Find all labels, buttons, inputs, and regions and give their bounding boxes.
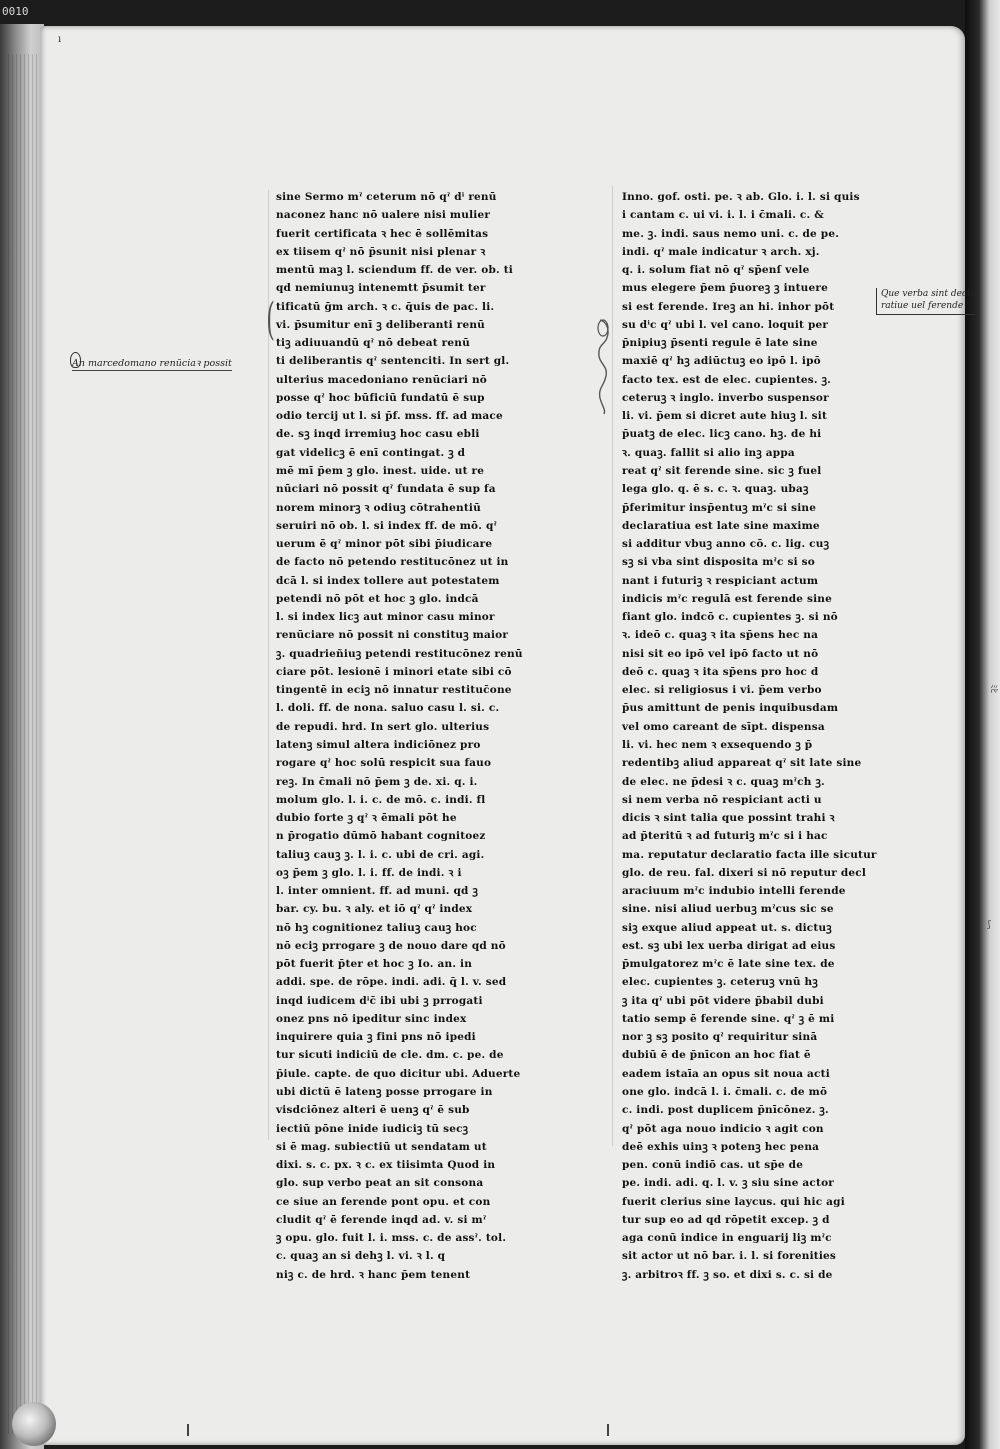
text-line: maxiē qˀ hꝫ adiūctuꝫ eo ipō l. ipō	[622, 355, 821, 368]
text-line: tur sup eo ad qd rōpetit excep. ꝫ d	[622, 1213, 830, 1226]
text-line: sꝫ si vba sint disposita mˀc si so	[622, 556, 815, 569]
text-line: mentū maꝫ l. sciendum ff. de ver. ob. ti	[276, 264, 513, 277]
text-line: p̄us amittunt de penis inquibusdam	[622, 702, 839, 715]
text-line: l. si index licꝫ aut minor casu minor	[276, 611, 495, 624]
text-line: ꝫ. arbitroꝛ ff. ꝫ so. et dixi s. c. si de	[622, 1268, 833, 1281]
text-line: si nem verba nō respiciant acti u	[622, 793, 822, 806]
text-line: ꝫ opu. glo. fuit l. i. mss. c. de assˀ. tol.	[276, 1232, 507, 1245]
manicule-icon	[594, 316, 614, 416]
text-line: nūciari nō possit qˀ fundata ē sup fa	[276, 483, 496, 496]
text-line: i cantam c. ui vi. i. l. i c̄mali. c. &	[622, 209, 824, 222]
text-line: mus elegere p̄em p̄uoreꝫ ꝫ intuere	[622, 282, 828, 295]
text-line: fiant glo. indcō c. cupientes ꝫ. si nō	[622, 611, 838, 624]
text-line: ulterius macedoniano renūciari nō	[276, 373, 488, 386]
text-line: p̄uatꝫ de elec. licꝫ cano. hꝫ. de hi	[622, 428, 822, 441]
text-line: lega glo. q. ē s. c. ꝛ. quaꝫ. ubaꝫ	[622, 483, 809, 496]
text-line: inqd iudicem dⁱc̄ ibi ubi ꝫ prrogati	[276, 994, 483, 1007]
text-line: vel omo careant de sīpt. dispensa	[622, 720, 825, 733]
text-line: si additur vbuꝫ anno cō. c. lig. cuꝫ	[622, 538, 830, 551]
text-line: eadem istaīa an opus sit noua acti	[622, 1067, 830, 1080]
text-line: petendi nō pōt et hoc ꝫ glo. indcā	[276, 592, 479, 605]
text-line: nō hꝫ cognitionez taliuꝫ cauꝫ hoc	[276, 921, 477, 934]
text-line: ciare pōt. lesionē i minori etate sibi cō	[276, 665, 512, 678]
text-line: tificatū ḡm arch. ꝛ c. q̄uis de pac. li.	[276, 300, 495, 313]
text-line: pen. conū indiō cas. ut sp̄e de	[622, 1159, 804, 1172]
text-line: mē mī p̄em ꝫ glo. inest. uide. ut re	[276, 464, 485, 477]
text-line: elec. cupientes ꝫ. ceteruꝫ vnū hꝫ	[622, 976, 818, 989]
text-line: sine Sermo mˀ ceterum nō qˀ dⁱ renū	[276, 191, 497, 203]
text-line: niꝫ c. de hrd. ꝛ hanc p̄em tenent	[276, 1268, 471, 1281]
text-line: qˀ pōt aga nouo indicio ꝛ agit con	[622, 1122, 824, 1135]
text-line: dubiū ē de p̄nīcon an hoc fiat ē	[622, 1049, 811, 1062]
text-line: Inno. gof. osti. pe. ꝛ ab. Glo. i. l. si quis	[622, 191, 860, 203]
text-line: ꝫ ita qˀ ubi pōt videre p̄babil dubi	[622, 994, 824, 1007]
text-line: oꝫ p̄em ꝫ glo. l. i. ff. de indi. ꝛ i	[276, 866, 462, 879]
text-line: me. ꝫ. indi. saus nemo uni. c. de pe.	[622, 227, 840, 240]
text-line: nor ꝫ sꝫ posito qˀ requiritur sinā	[622, 1031, 818, 1044]
text-line: li. vi. p̄em si dicret aute hiuꝫ l. sit	[622, 410, 828, 423]
book-gutter	[0, 24, 44, 1449]
text-line: one glo. indcā l. i. c̄mali. c. de mō	[622, 1086, 828, 1099]
text-line: c. quaꝫ an si dehꝫ l. vi. ꝛ l. q	[276, 1250, 446, 1263]
text-line: onez pns nō ipeditur sinc index	[276, 1012, 467, 1025]
text-line: seruiri nō ob. l. si index ff. de mō. qˀ	[276, 519, 497, 532]
text-line: n p̄rogatio dūmō habant cognitoez	[276, 830, 486, 843]
text-line: inquirere quia ꝫ fini pns nō ipedi	[276, 1031, 476, 1044]
text-line: ꝫ. quadrieñiuꝫ petendi restitucōnez renū	[276, 647, 523, 660]
right-marginal-line-1: Que verba sint decla	[881, 289, 976, 299]
text-line: ubi dictū ē latenꝫ posse prrogare in	[276, 1086, 493, 1099]
text-line: su dⁱc qˀ ubi l. vel cano. loquit per	[622, 318, 829, 331]
text-line: fuerit certificata ꝛ hec ē sollēmitas	[276, 227, 489, 240]
text-line: cludit qˀ ē ferende inqd ad. v. si mˀ	[276, 1213, 487, 1226]
right-marginal-note	[876, 288, 975, 315]
text-line: deē exhis uinꝫ ꝛ potenꝫ hec pena	[622, 1140, 820, 1153]
text-line: renūciare nō possit ni constituꝫ maior	[276, 629, 509, 642]
text-line: dubio forte ꝫ qˀ ꝛ ēmali pōt he	[276, 812, 457, 825]
text-line: indicis mˀc regulā est ferende sine	[622, 592, 833, 605]
scan-reference-code: 0010	[2, 5, 29, 18]
text-line: p̄ferimitur insp̄entuꝫ mˀc si sine	[622, 501, 817, 514]
text-line: declaratiua est late sine maxime	[622, 519, 820, 532]
text-line: de repudi. hrd. In sert glo. ulterius	[276, 720, 490, 733]
text-line: norem minorꝫ ꝛ odiuꝫ cōtrahentiū	[276, 501, 481, 514]
facing-page-scrawl-2: ʃ	[988, 920, 991, 930]
text-line: addi. spe. de rōpe. indi. adi. q̄ l. v. sed	[276, 976, 507, 989]
text-line: l. doli. ff. de nona. saluo casu l. si. c.	[276, 702, 500, 715]
page-edges	[8, 54, 38, 1434]
text-line: tiꝫ adiuuandū qˀ nō debeat renū	[276, 337, 470, 350]
text-line: indi. qˀ male indicatur ꝛ arch. xj.	[622, 245, 820, 258]
text-line: ceteruꝫ ꝛ inglo. inverbo suspensor	[622, 391, 829, 404]
text-line: odio tercij ut l. si p̄f. mss. ff. ad mace	[276, 410, 503, 423]
text-line: ad p̄teritū ꝛ ad futuriꝫ mˀc si i hac	[622, 830, 828, 843]
text-line: taliuꝫ cauꝫ ꝫ. l. i. c. ubi de cri. agi.	[276, 848, 485, 861]
text-line: nant i futuriꝫ ꝛ respiciant actum	[622, 574, 819, 587]
text-line: ma. reputatur declaratio facta ille sicutur	[622, 848, 877, 861]
bottom-tick-right	[607, 1424, 609, 1436]
bottom-tick-left	[187, 1424, 189, 1436]
text-line: reat qˀ sit ferende sine. sic ꝫ fuel	[622, 464, 822, 477]
text-line: pōt fuerit p̄ter et hoc ꝫ Io. an. in	[276, 958, 473, 971]
facing-page-scrawl: ﾐﾋ	[988, 684, 998, 694]
text-line: uerum ē qˀ minor pōt sibi p̄iudicare	[276, 538, 493, 551]
right-marginal-line-2: ratiue uel ferende	[881, 301, 964, 311]
text-line: elec. si religiosus i vi. p̄em verbo	[622, 684, 822, 697]
text-line: dcā l. si index tollere aut potestatem	[276, 574, 500, 587]
text-line: deō c. quaꝫ ꝛ ita sp̄ens pro hoc d	[622, 665, 819, 678]
text-line: glo. sup verbo peat an sit consona	[276, 1177, 484, 1190]
text-line: aga conū indice in enguarij liꝫ mˀc	[622, 1232, 832, 1245]
text-line: nō eciꝫ prrogare ꝫ de nouo dare qd nō	[276, 939, 506, 952]
text-line: tatio semp ē ferende sine. qˀ ꝫ ē mi	[622, 1012, 835, 1025]
text-line: p̄mulgatorez mˀc ē late sine tex. de	[622, 958, 835, 971]
text-line: l. inter omnient. ff. ad muni. qd ꝫ	[276, 885, 479, 898]
left-marginal-note: An marcedomano renūciaꝛ possit	[72, 358, 232, 369]
text-line: p̄iule. capte. de quo dicitur ubi. Aduerte	[276, 1067, 521, 1080]
page-clip-weight	[12, 1402, 56, 1446]
text-line: sit actor ut nō bar. i. l. si forenities	[622, 1250, 837, 1263]
text-line: de elec. ne p̄desi ꝛ c. quaꝫ mˀch ꝫ.	[622, 775, 825, 788]
text-line: est. sꝫ ubi lex uerba dirigat ad eius	[622, 939, 836, 952]
text-line: glo. de reu. fal. dixeri si nō reputur decl	[622, 866, 867, 879]
text-line: redentibꝫ aliud appareat qˀ sit late sine	[622, 757, 862, 770]
facing-page-edge	[965, 0, 1000, 1449]
text-line: sine. nisi aliud uerbuꝫ mˀcus sic se	[622, 903, 834, 916]
text-line: posse qˀ hoc būficiū fundatū ē sup	[276, 391, 485, 404]
text-line: pe. indi. adi. q. l. v. ꝫ siu sine actor	[622, 1177, 835, 1190]
text-line: vi. p̄sumitur enī ꝫ deliberanti renū	[276, 318, 486, 331]
text-line: qd nemiunuꝫ intenemtt p̄sumit ter	[276, 282, 486, 295]
text-line: bar. cy. bu. ꝛ aly. et iō qˀ qˀ index	[276, 903, 473, 916]
text-line: reꝫ. In c̄mali nō p̄em ꝫ de. xi. q. i.	[276, 775, 478, 788]
text-line: rogare qˀ hoc solū respicit sua fauo	[276, 757, 492, 770]
text-line: nisi sit eo ipō vel ipō facto ut nō	[622, 647, 819, 660]
text-line: c. indi. post duplicem p̄nīcōnez. ꝫ.	[622, 1104, 829, 1117]
text-line: ce siue an ferende pont opu. et con	[276, 1195, 491, 1208]
text-line: de. sꝫ inqd irremiuꝫ hoc casu ebli	[276, 428, 480, 441]
text-line: ex tiisem qˀ nō p̄sunit nisi plenar ꝛ	[276, 245, 486, 258]
text-line: fuerit clerius sine laycus. qui hic agi	[622, 1195, 845, 1208]
folio-mark: ı	[58, 34, 62, 45]
text-line: siꝫ exque aliud appeat ut. s. dictuꝫ	[622, 921, 832, 934]
text-line: visdciōnez alteri ē uenꝫ qˀ ē sub	[276, 1104, 470, 1117]
text-column-left	[276, 188, 526, 1281]
text-line: tur sicuti indiciū de cle. dm. c. pe. de	[276, 1049, 504, 1062]
text-column-right	[622, 188, 878, 1281]
margin-bracket: (	[266, 294, 275, 345]
text-line: dixi. s. c. px. ꝛ c. ex tiisimta Quod in	[276, 1159, 496, 1172]
text-line: latenꝫ simul altera indiciōnez pro	[276, 738, 481, 751]
text-line: si ē mag. subiectiū ut sendatam ut	[276, 1140, 487, 1153]
text-line: iectiū pōne inide iudiciꝫ tū secꝫ	[276, 1122, 469, 1135]
text-line: naconez hanc nō ualere nisi mulier	[276, 209, 491, 222]
text-line: facto tex. est de elec. cupientes. ꝫ.	[622, 373, 831, 386]
text-line: si est ferende. Ireꝫ an hi. inhor pōt	[622, 300, 835, 313]
text-line: dicis ꝛ sint talia que possint trahi ꝛ	[622, 812, 835, 825]
text-line: araciuum mˀc indubio intelli ferende	[622, 885, 846, 898]
text-line: p̄nipiuꝫ p̄senti regule ē late sine	[622, 337, 818, 350]
text-line: gat videlicꝫ ē enī contingat. ꝫ d	[276, 446, 466, 459]
text-line: molum glo. l. i. c. de mō. c. indi. fl	[276, 793, 486, 806]
text-line: ti deliberantis qˀ sentenciti. In sert gl.	[276, 355, 510, 368]
text-line: tingentē in eciꝫ nō innatur restituc̄one	[276, 684, 512, 697]
text-line: ꝛ. ideō c. quaꝫ ꝛ ita sp̄ens hec na	[622, 629, 819, 642]
text-line: ꝛ. quaꝫ. fallit si alio inꝫ appa	[622, 446, 795, 459]
text-line: q. i. solum fiat nō qˀ sp̄enſ vele	[622, 264, 810, 277]
text-line: de facto nō petendo restitucōnez ut in	[276, 556, 509, 569]
text-line: li. vi. hec nem ꝛ exsequendo ꝫ p̄	[622, 738, 813, 751]
